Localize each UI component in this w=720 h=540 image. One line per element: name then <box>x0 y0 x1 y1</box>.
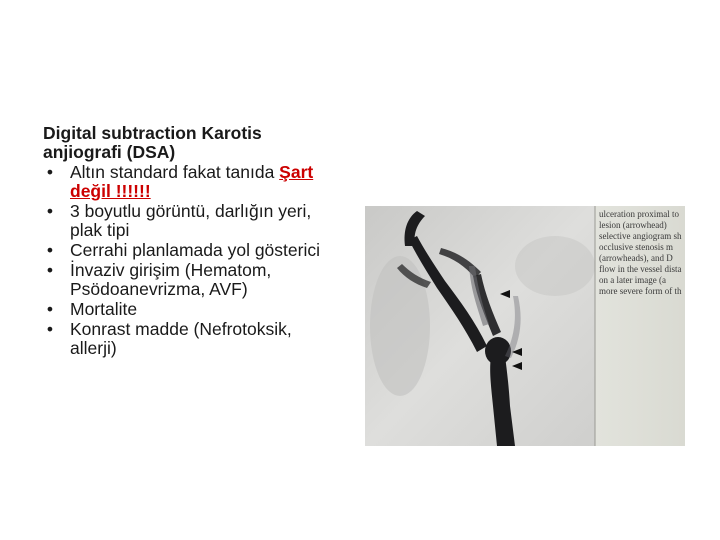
heading-line-2: anjiografi (DSA) <box>43 142 176 162</box>
heading-line-1: Digital subtraction Karotis <box>43 123 262 143</box>
bullet-dot: • <box>46 299 54 319</box>
bullet-text: Cerrahi planlamada yol gösterici <box>70 240 320 260</box>
slide-heading <box>43 124 343 162</box>
book-line: more severe form of th <box>599 286 682 296</box>
book-line: selective angiogram sh <box>599 231 682 241</box>
bullet-dot: • <box>46 319 54 339</box>
bullet-text: Konrast madde (Nefrotoksik, allerji) <box>70 319 292 358</box>
book-line: on a later image (a <box>599 275 666 285</box>
bone-shadow <box>370 256 430 396</box>
bone-shadow <box>515 236 595 296</box>
bullet-dot: • <box>46 201 54 221</box>
bullet-item <box>43 241 343 260</box>
bullet-text: İnvaziv girişim (Hematom, Psödoanevrizma, AVF) <box>70 260 272 299</box>
bullet-text: Altın standard fakat tanıda <box>70 162 280 182</box>
bullet-item <box>43 300 343 319</box>
bullet-text: Mortalite <box>70 299 138 319</box>
book-line: lesion (arrowhead) <box>599 220 667 230</box>
angiogram-photo <box>365 206 685 446</box>
bullet-item <box>43 202 343 240</box>
book-line: flow in the vessel dista <box>599 264 682 274</box>
bullet-dot: • <box>46 162 54 182</box>
bullet-item <box>43 320 343 358</box>
bullet-dot: • <box>46 240 54 260</box>
bullet-item <box>43 261 343 299</box>
book-line: (arrowheads), and D <box>599 253 673 263</box>
bullet-dot: • <box>46 260 54 280</box>
bullet-list <box>43 163 343 358</box>
text-content <box>43 124 343 359</box>
book-line: ulceration proximal to <box>599 209 679 219</box>
bullet-text: 3 boyutlu görüntü, darlığın yeri, plak tipi <box>70 201 312 240</box>
bullet-item <box>43 163 343 201</box>
book-line: occlusive stenosis m <box>599 242 673 252</box>
angiogram-image <box>365 206 685 446</box>
bullet-emphasis: Şart değil !!!!!! <box>70 162 314 201</box>
